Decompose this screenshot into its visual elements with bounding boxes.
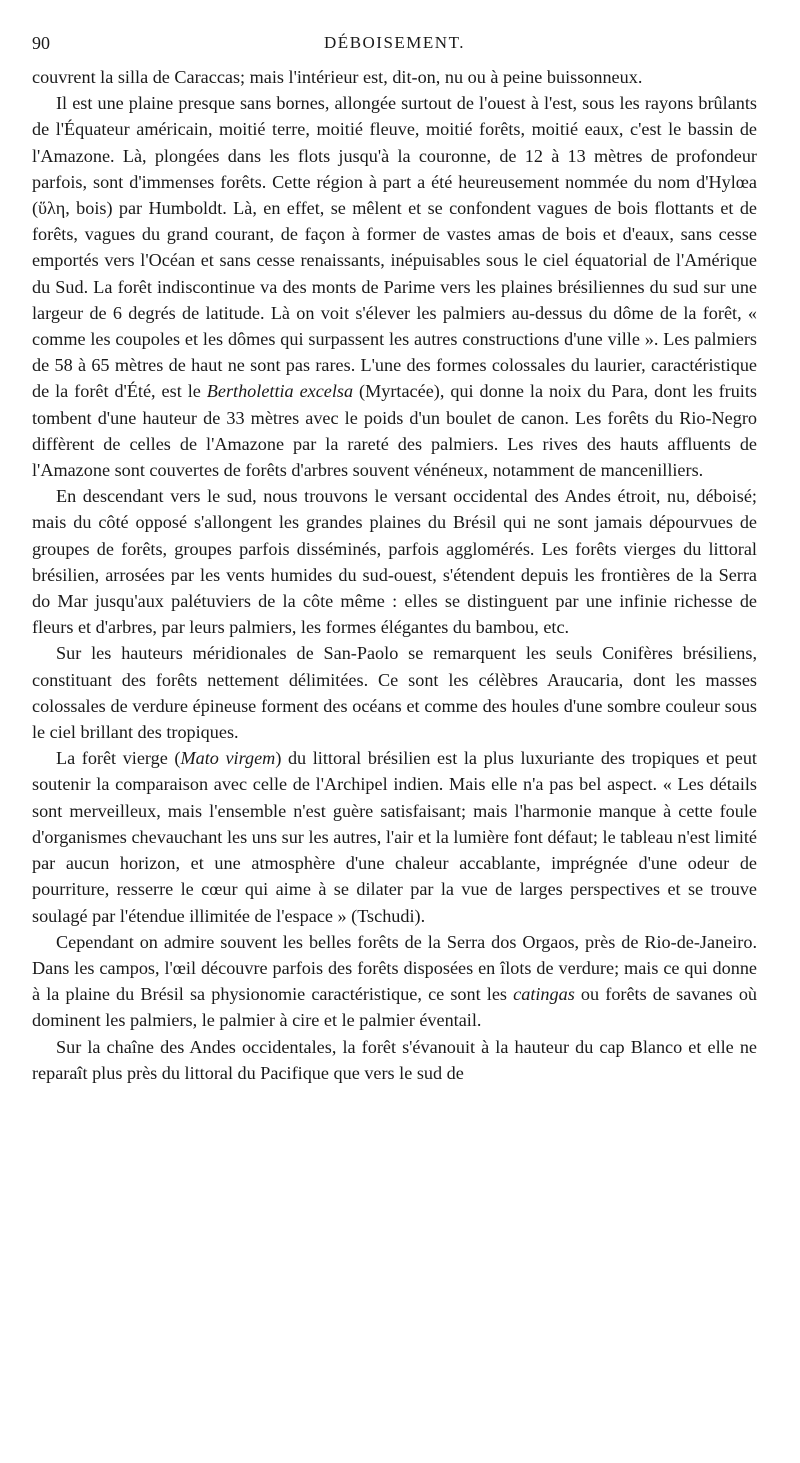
paragraph-1: [32, 64, 757, 90]
paragraph-2: [32, 90, 757, 483]
paragraph-4: [32, 640, 757, 745]
text-segment: Il est une plaine presque sans bornes, allongée surtout de l'ouest à l'est, sous les rayons brûlants de l'Équateur américain, moitié terre, moitié fleuve, moitié forêts, moitié eaux, c'est le bassin de l'Amazone. Là, plongées dans les flots jusqu'à la couronne, de 12 à 13 mètres de profondeur parfois, sont d'immenses forêts. Cette région à part a été heureusement nommée du nom d'Hylœa (ὕλη, bois) par Humboldt. Là, en effet, se mêlent et se confondent vagues de bois flottants et de forêts, vagues du grand courant, de façon à former de vastes amas de bois et d'eaux, sans cesse emportés vers l'Océan et sans cesse renaissants, inépuisables sous le ciel équatorial de l'Amérique du Sud. La forêt indiscontinue va des monts de Parime vers les plaines brésiliennes du sud sur une largeur de 6 degrés de latitude. Là on voit s'élever les palmiers au-dessus du dôme de la forêt, « comme les coupoles et les dômes qui surpassent les autres constructions d'une ville ». Les palmiers de 58 à 65 mètres de haut ne sont pas rares. L'une des formes colossales du laurier, caractéristique de la forêt d'Été, est le: [32, 93, 757, 402]
paragraph-7: [32, 1034, 757, 1086]
running-head: [32, 30, 757, 58]
text-segment: Cependant on admire souvent les belles forêts de la Serra dos Orgaos, près de Rio-de-Janeiro. Dans les campos, l'œil découvre parfois des forêts disposées en îlots de verdure; mais ce qui donne à la plaine du Brésil sa physionomie caractéristique, ce sont les: [32, 931, 757, 1005]
text-segment: En descendant vers le sud, nous trouvons le versant occidental des Andes étroit, nu, déboisé; mais du côté opposé s'allongent les grandes plaines du Brésil qui ne sont jamais dépourvues de groupes de forêts, groupes parfois disséminés, parfois agglomérés. Les forêts vierges du littoral brésilien, arrosées par les vents humides du sud-ouest, s'étendent depuis les frontières de la Serra do Mar jusqu'aux palétuviers de la côte même : elles se distinguent par une infinie richesse de fleurs et d'arbres, par leurs palmiers, les formes élégantes du bambou, etc.: [32, 486, 757, 638]
text-segment: couvrent la silla de Caraccas; mais l'intérieur est, dit-on, nu ou à peine buissonneux.: [32, 67, 643, 87]
text-segment: La forêt vierge (: [56, 748, 181, 769]
text-segment: Sur la chaîne des Andes occidentales, la forêt s'évanouit à la hauteur du cap Blanco et elle ne reparaît plus près du littoral du Pacifique que vers le sud de: [32, 1036, 757, 1083]
book-page: [32, 30, 757, 1086]
paragraph-6: [32, 929, 757, 1034]
paragraph-3: [32, 483, 757, 640]
italic-term: Mato virgem: [180, 748, 276, 769]
italic-term: catingas: [513, 984, 575, 1005]
italic-species-name: Bertholettia excelsa: [206, 381, 354, 402]
page-title: DÉBOISEMENT.: [324, 33, 465, 52]
paragraph-5: [32, 745, 757, 928]
text-segment: ) du littoral brésilien est la plus luxuriante des tropiques et peut soutenir la comparaison avec celle de l'Archipel indien. Mais elle n'a pas bel aspect. « Les détails sont merveilleux, mais l'ensemble n'est guère satisfaisant; mais l'harmonie manque à cette foule d'organismes chevauchant les uns sur les autres, l'air et la lumière font défaut; le tableau n'est limité par aucun horizon, et une atmosphère d'une chaleur accablante, imprégnée d'une odeur de pourriture, resserre le cœur qui aime à se dilater par la vue de larges perspectives et se trouve soulagé par l'étendue illimitée de l'espace » (Tschudi).: [32, 748, 757, 926]
page-number: 90: [32, 33, 50, 53]
text-segment: ou forêts de savanes où dominent les palmiers, le palmier à cire et le palmier éventail.: [32, 984, 758, 1031]
text-segment: (Myrtacée), qui donne la noix du Para, dont les fruits tombent d'une hauteur de 33 mètres avec le poids d'un boulet de canon. Les forêts du Rio-Negro diffèrent de celles de l'Amazone par la rareté des palmiers. Les rives des hauts affluents de l'Amazone sont couvertes de forêts d'arbres souvent vénéneux, notamment de mancenilliers.: [32, 381, 757, 481]
text-segment: Sur les hauteurs méridionales de San-Paolo se remarquent les seuls Conifères brésiliens, constituant des forêts nettement délimitées. Ce sont les célèbres Araucaria, dont les masses colossales de verdure épineuse forment des océans et comme des houles d'une sombre couleur sous le ciel brillant des tropiques.: [32, 643, 757, 743]
